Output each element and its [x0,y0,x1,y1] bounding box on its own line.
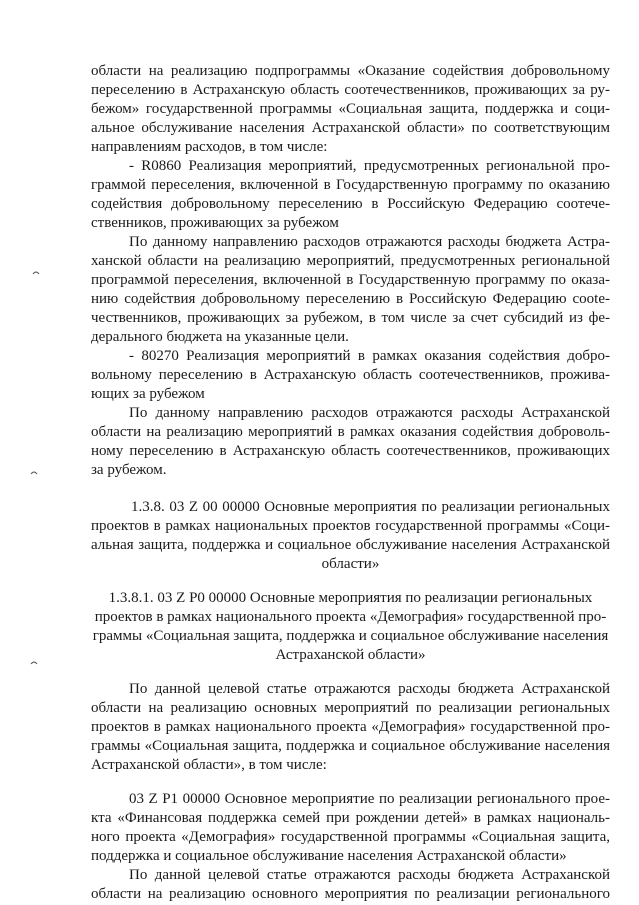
text-line: ного проекта «Демография» государственной программы «Социальная защита, [91,829,610,845]
text-line: нию содействия добровольному переселению в Российскую Федерацию соote- [91,291,610,307]
subsection-heading-line: 1.3.8.1. 03 Z P0 00000 Основные мероприятия по реализации региональных [108,590,593,606]
text-line: кта «Финансовая поддержка семей при рождении детей» в рамках националь- [91,810,610,826]
text-line: Астраханской области», в том числе: [91,757,327,773]
text-line: 03 Z P1 00000 Основное мероприятие по реализации регионального прое- [129,791,610,807]
text-line: проектов в рамках национального проекта «Демография» государственной про- [91,719,610,735]
section-heading-line: альная защита, поддержка и социальное обслуживание населения Астраханской [91,537,610,553]
text-line: По данной целевой статье отражаются расходы бюджета Астраханской [129,681,610,697]
scan-mark [30,660,38,666]
text-line: ному переселению в Астраханскую область соотечественников, проживающих [91,443,610,459]
text-line: области на реализацию основных мероприятий по реализации региональных [91,700,610,716]
text-line: По данной целевой статье отражаются расходы бюджета Астраханской [129,867,610,883]
subsection-heading-line: Астраханской области» [275,647,426,663]
subsection-heading-line: граммы «Социальная защита, поддержка и социальное обслуживание населения [92,628,609,644]
text-line: бежом» государственной программы «Социальная защита, поддержка и соци- [91,101,610,117]
text-line: содействия добровольному переселению в Российскую Федерацию соотече- [91,196,610,212]
section-heading-line: 1.3.8. 03 Z 00 00000 Основные мероприятия по реализации региональных [131,499,610,515]
text-line: ханской области на реализацию мероприятий, предусмотренных региональной [91,253,610,269]
section-heading-line: проектов в рамках национальных проектов государственной программы «Соци- [91,518,610,534]
text-line: альное обслуживание населения Астраханской области» по соответствующим [91,120,610,136]
text-line: направлениям расходов, в том числе: [91,139,328,155]
text-line: По данному направлению расходов отражаются расходы Астраханской [129,405,610,421]
text-line: ющих за рубежом [91,386,205,402]
subsection-heading-line: проектов в рамках национального проекта «Демография» государственной про- [94,609,607,625]
scan-mark [32,270,40,276]
text-line: По данному направлению расходов отражаются расходы бюджета Астра- [129,234,610,250]
text-line: - 80270 Реализация мероприятий в рамках оказания содействия добро- [129,348,610,364]
section-heading-line: области» [321,556,380,572]
text-line: - R0860 Реализация мероприятий, предусмотренных региональной про- [129,158,610,174]
text-line: граммой переселения, включенной в Государственную программу по оказанию [91,177,610,193]
text-line: поддержка и социальное обслуживание населения Астраханской области» [91,848,567,864]
text-line: переселению в Астраханскую область соотечественников, проживающих за ру- [91,82,610,98]
text-line: программой переселения, включенной в Государственную программу по оказа- [91,272,610,288]
text-line: граммы «Социальная защита, поддержка и социальное обслуживание населения [91,738,610,754]
text-line: области на реализацию основного мероприятия по реализации регионального [91,886,610,902]
text-line: области на реализацию подпрограммы «Оказание содействия добровольному [91,63,610,79]
text-line: за рубежом. [91,462,167,478]
scan-mark [30,470,38,476]
text-line: вольному переселению в Астраханскую область соотечественников, прожива- [91,367,610,383]
text-line: чественников, проживающих за рубежом, в том числе за счет субсидий из фе- [91,310,610,326]
text-line: ственников, проживающих за рубежом [91,215,339,231]
text-line: области на реализацию мероприятий в рамках оказания содействия доброволь- [91,424,610,440]
text-line: дерального бюджета на указанные цели. [91,329,349,345]
